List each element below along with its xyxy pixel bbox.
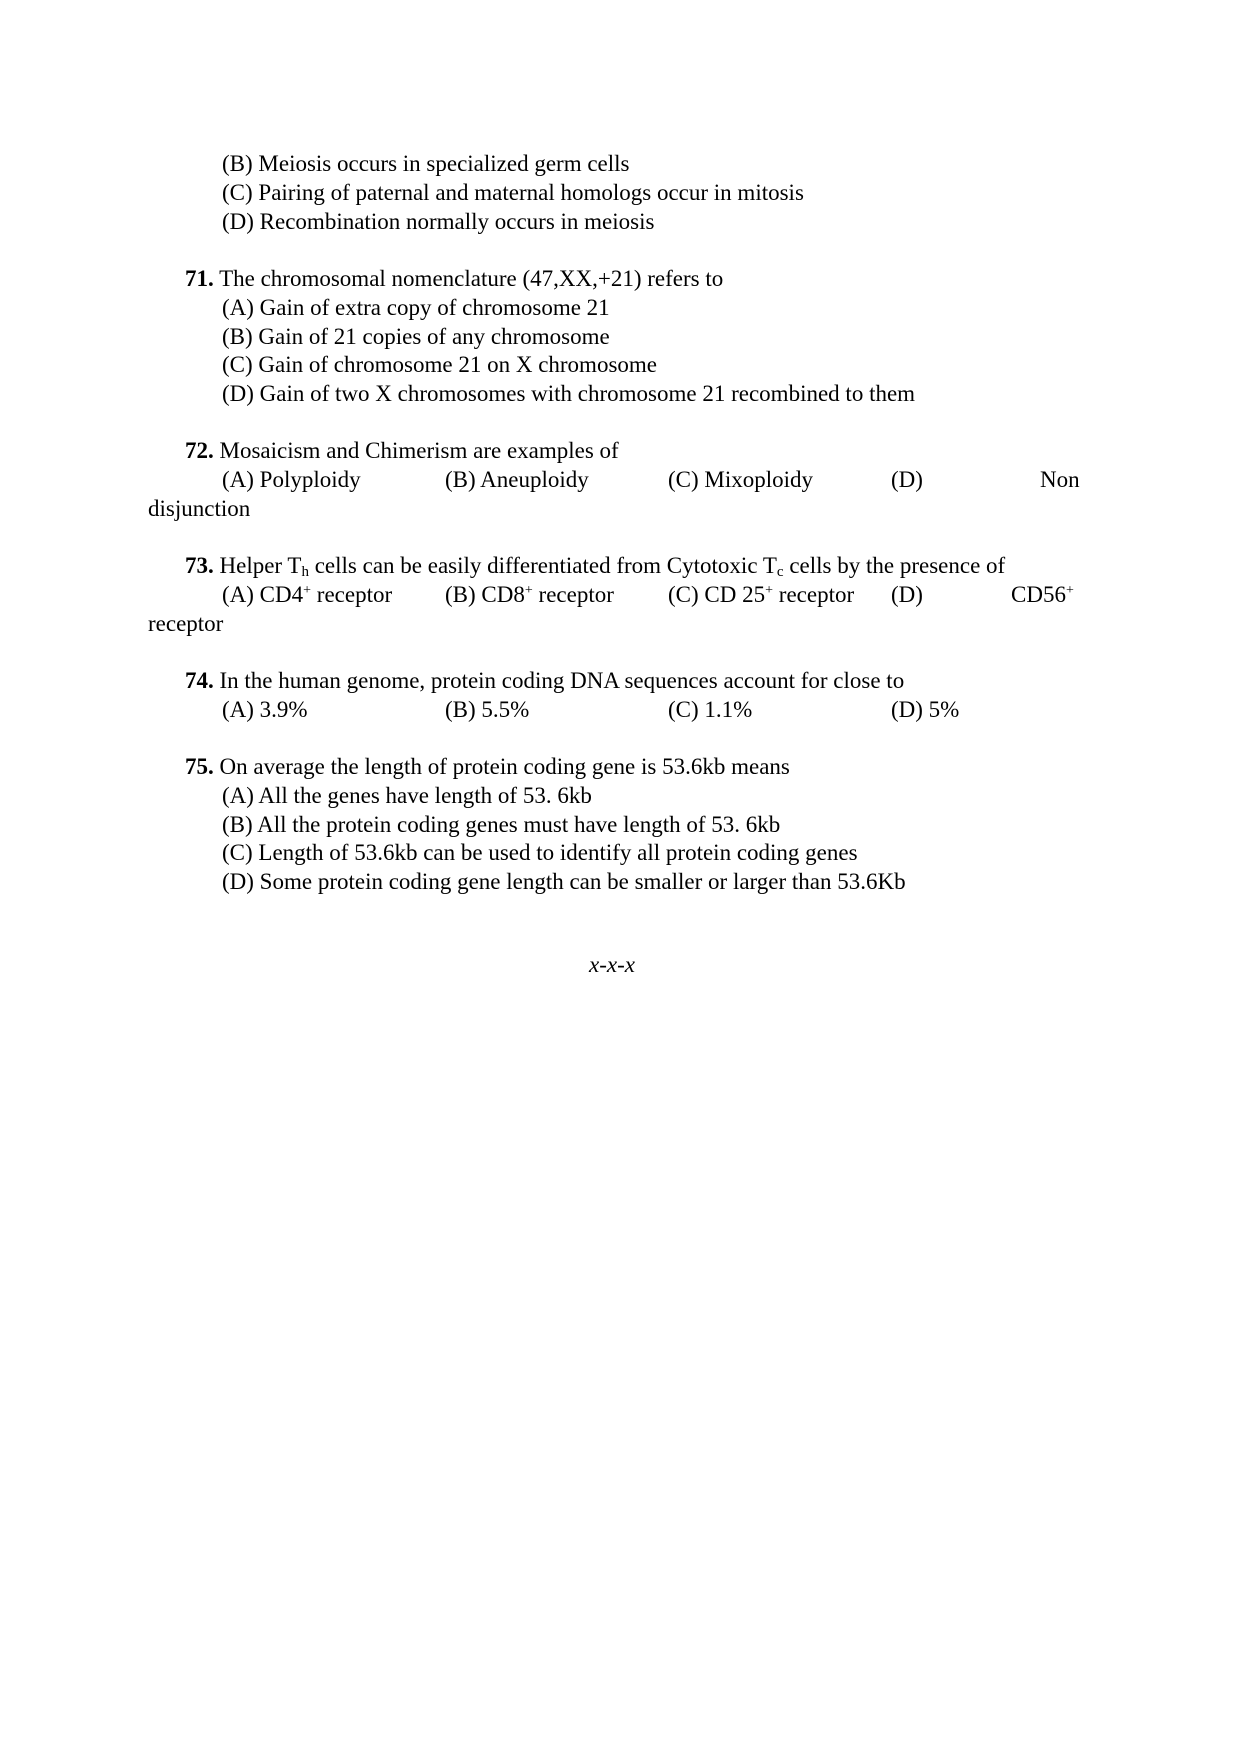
q73-text-part2: cells can be easily differentiated from Cytotoxic T	[308, 553, 777, 578]
q74-option-c: (C) 1.1%	[668, 697, 753, 722]
q72-text: Mosaicism and Chimerism are examples of	[219, 438, 619, 463]
q71-question	[185, 264, 723, 293]
q73-option-c-sup: +	[765, 583, 774, 598]
q74-number: 74.	[185, 668, 214, 693]
q75-number: 75.	[185, 754, 214, 779]
q73-option-d	[1011, 580, 1074, 613]
q73-option-d-label: (D)	[891, 582, 923, 607]
q73-option-a	[222, 580, 392, 613]
q73-option-d-continuation: receptor	[148, 611, 224, 636]
q72-option-d-label: (D)	[891, 467, 923, 492]
q71-option-d: (D) Gain of two X chromosomes with chromosome 21 recombined to them	[222, 381, 916, 406]
q75-text: On average the length of protein coding gene is 53.6kb means	[219, 754, 790, 779]
q73-option-b-suffix: receptor	[532, 582, 614, 607]
q73-option-c-suffix: receptor	[773, 582, 855, 607]
q73-subscript-c: c	[776, 564, 784, 580]
q72-question	[185, 436, 619, 465]
q73-option-a-text: (A) CD4	[222, 582, 304, 607]
q74-option-b: (B) 5.5%	[445, 697, 530, 722]
q70-option-c: (C) Pairing of paternal and maternal homologs occur in mitosis	[222, 180, 804, 205]
q73-number: 73.	[185, 553, 214, 578]
q73-option-a-sup: +	[303, 583, 312, 598]
q71-option-c: (C) Gain of chromosome 21 on X chromosome	[222, 352, 658, 377]
q73-option-a-suffix: receptor	[311, 582, 393, 607]
q71-text: The chromosomal nomenclature (47,XX,+21) refers to	[219, 266, 724, 291]
q71-number: 71.	[185, 266, 214, 291]
q75-option-a: (A) All the genes have length of 53. 6kb	[222, 783, 592, 808]
q74-text: In the human genome, protein coding DNA sequences account for close to	[219, 668, 905, 693]
q72-option-c: (C) Mixoploidy	[668, 467, 814, 492]
q70-option-d: (D) Recombination normally occurs in meiosis	[222, 209, 655, 234]
q72-option-d-continuation: disjunction	[148, 496, 251, 521]
q73-text-part1: Helper T	[219, 553, 302, 578]
q71-option-a: (A) Gain of extra copy of chromosome 21	[222, 295, 610, 320]
q73-option-c	[668, 580, 854, 613]
q73-subscript-h: h	[301, 564, 309, 580]
q70-option-b: (B) Meiosis occurs in specialized germ cells	[222, 151, 630, 176]
q72-option-b: (B) Aneuploidy	[445, 467, 589, 492]
q74-option-d: (D) 5%	[891, 697, 960, 722]
q72-option-d-text: Non	[1040, 467, 1080, 492]
q75-option-d: (D) Some protein coding gene length can be smaller or larger than 53.6Kb	[222, 869, 906, 894]
q71-option-b: (B) Gain of 21 copies of any chromosome	[222, 324, 610, 349]
q73-text-part3: cells by the presence of	[783, 553, 1006, 578]
q73-option-d-sup: +	[1065, 583, 1074, 598]
q75-question	[185, 752, 790, 781]
q73-option-c-text: (C) CD 25	[668, 582, 766, 607]
end-of-paper-mark: x-x-x	[589, 952, 635, 977]
q73-option-b	[445, 580, 614, 613]
q73-option-b-sup: +	[524, 583, 533, 598]
q75-option-c: (C) Length of 53.6kb can be used to identify all protein coding genes	[222, 840, 858, 865]
q72-option-a: (A) Polyploidy	[222, 467, 361, 492]
q74-option-a: (A) 3.9%	[222, 697, 308, 722]
q72-number: 72.	[185, 438, 214, 463]
q75-option-b: (B) All the protein coding genes must have length of 53. 6kb	[222, 812, 781, 837]
q74-question	[185, 666, 904, 695]
q73-option-b-text: (B) CD8	[445, 582, 525, 607]
q73-option-d-text: CD56	[1011, 582, 1066, 607]
